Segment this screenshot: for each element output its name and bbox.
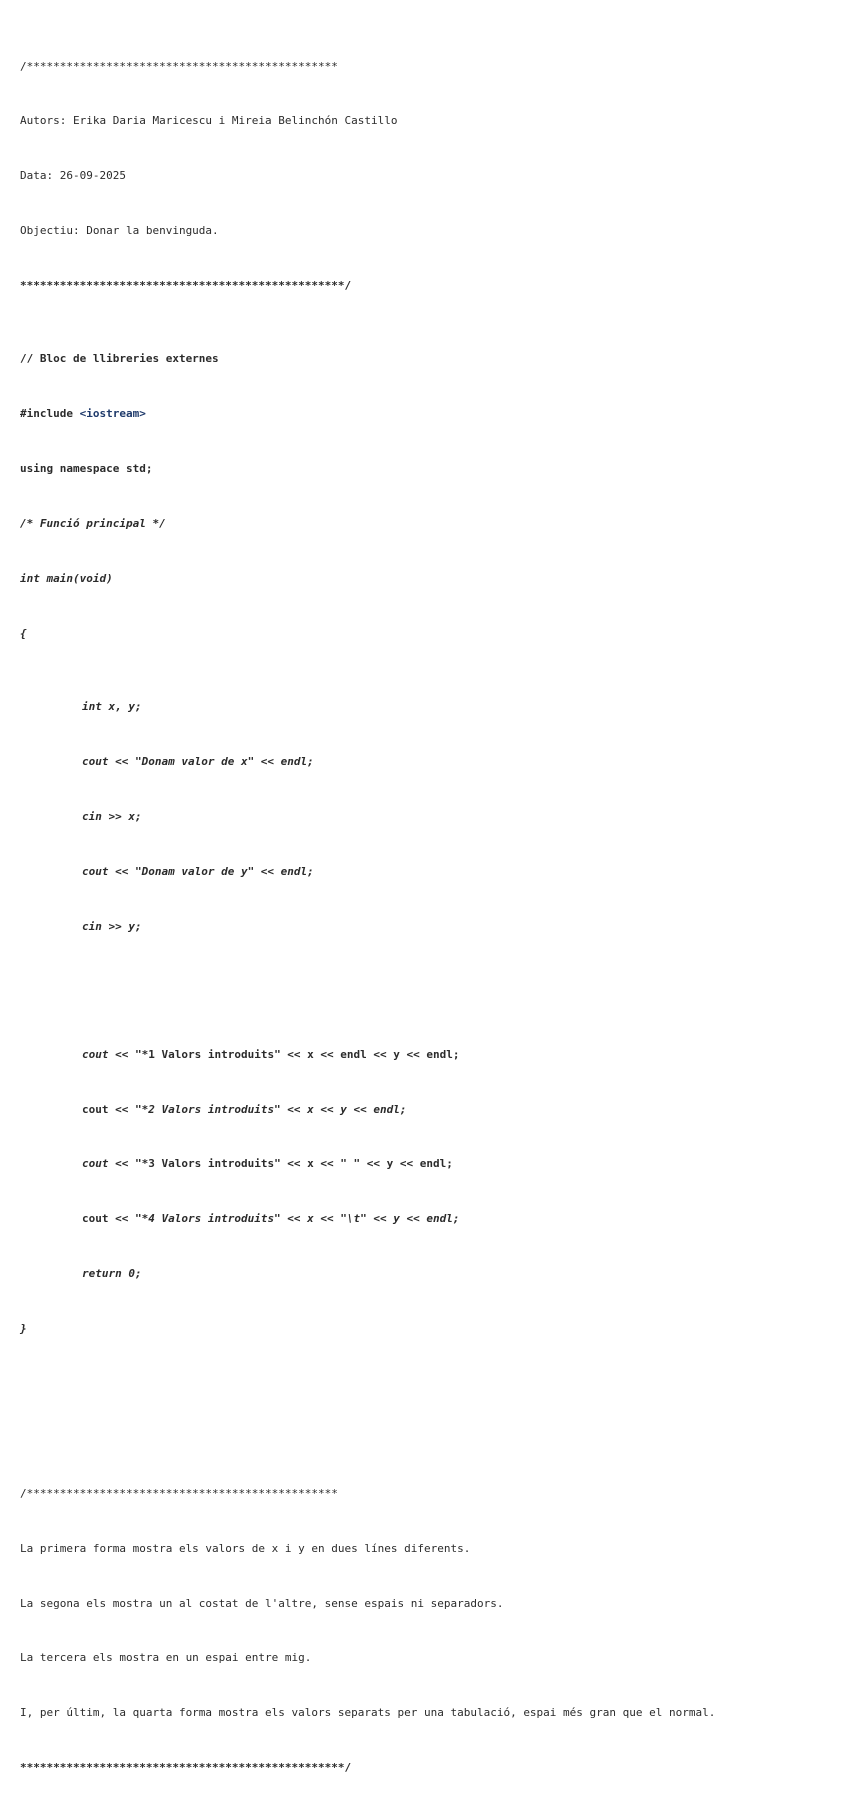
code-document <box>20 21 715 1796</box>
output-line-3 <box>20 1155 715 1173</box>
using-namespace-line: using namespace std; <box>20 462 153 476</box>
include-keyword: #include <box>20 407 80 421</box>
main-signature: int main(void) <box>20 571 113 585</box>
cout-y-line: cout << "Donam valor de y" << endl; <box>82 864 314 878</box>
header-comment-close: *************************************************/ <box>20 279 352 293</box>
output-1-rest: << "*1 Valors introduits" << x << endl << y << endl; <box>108 1047 460 1061</box>
lib-comment: // Bloc de llibreries externes <box>20 352 219 366</box>
declaration-line: int x, y; <box>82 699 142 713</box>
output-3-keyword: cout <box>82 1157 109 1171</box>
header-authors: Autors: Erika Daria Maricescu i Mireia Belinchón Castillo <box>20 114 398 128</box>
header-date: Data: 26-09-2025 <box>20 169 126 183</box>
footer-comment-open: /*********************************************** <box>20 1486 338 1500</box>
output-line-4 <box>20 1210 715 1228</box>
footer-line-4: I, per últim, la quarta forma mostra els valors separats per una tabulació, espai més gran que el normal. <box>20 1706 716 1720</box>
cin-x-line: cin >> x; <box>82 809 142 823</box>
header-objective: Objectiu: Donar la benvinguda. <box>20 224 219 238</box>
footer-line-1: La primera forma mostra els valors de x i y en dues línes diferents. <box>20 1541 471 1555</box>
output-4-keyword: cout << " <box>82 1212 142 1226</box>
include-line <box>20 405 715 423</box>
output-2-keyword: cout << " <box>82 1102 142 1116</box>
return-line: return 0; <box>82 1267 142 1281</box>
blank-gap <box>20 1393 715 1430</box>
brace-open: { <box>20 626 27 640</box>
footer-comment-close: *************************************************/ <box>20 1761 352 1775</box>
main-comment: /* Funció principal */ <box>20 517 166 531</box>
cin-y-line: cin >> y; <box>82 919 142 933</box>
footer-line-2: La segona els mostra un al costat de l'altre, sense espais ni separadors. <box>20 1596 504 1610</box>
cout-x-line: cout << "Donam valor de x" << endl; <box>82 754 314 768</box>
brace-close: } <box>20 1322 27 1336</box>
output-line-2 <box>20 1101 715 1119</box>
footer-line-3: La tercera els mostra en un espai entre mig. <box>20 1651 312 1665</box>
blank-line <box>20 972 715 990</box>
output-3-rest: << "*3 Valors introduits" << x << " " << y << endl; <box>108 1157 453 1171</box>
header-comment-open: /*********************************************** <box>20 59 338 73</box>
output-2-rest: *2 Valors introduits" << x << y << endl; <box>141 1102 407 1116</box>
output-4-rest: *4 Valors introduits" << x << "\t" << y << endl; <box>141 1212 460 1226</box>
include-library: <iostream> <box>79 407 146 421</box>
output-line-1 <box>20 1046 715 1064</box>
output-1-keyword: cout <box>82 1047 109 1061</box>
